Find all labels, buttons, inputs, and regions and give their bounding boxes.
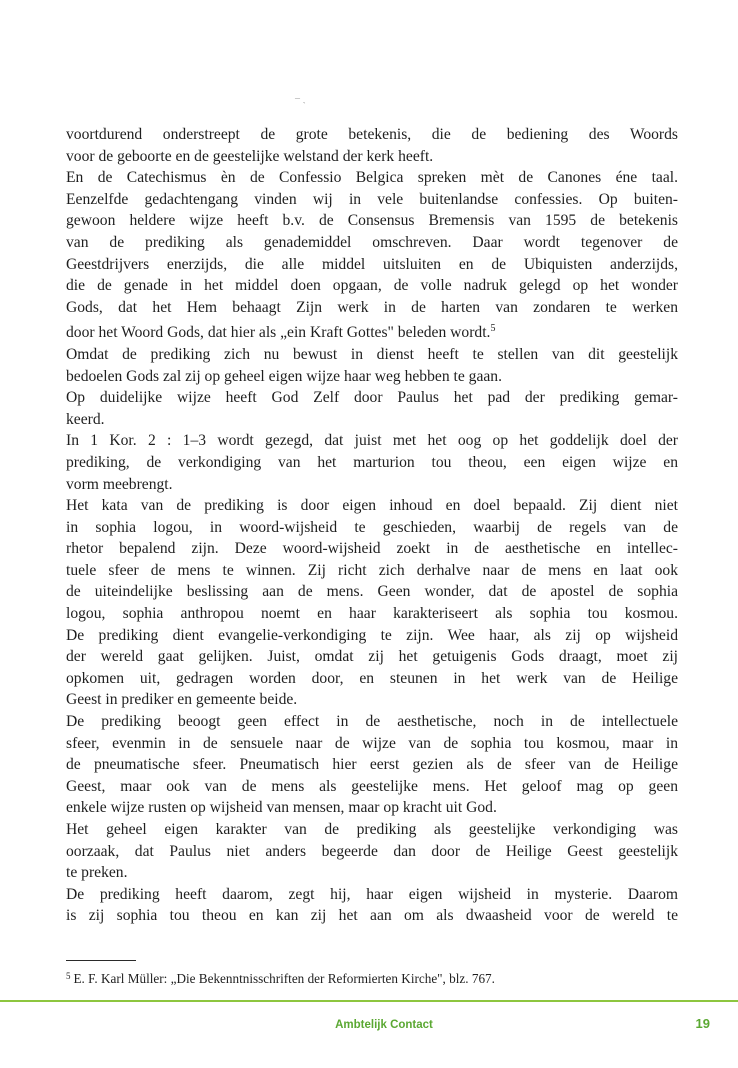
- text-line: bedoelen Gods zal zij op geheel eigen wijze haar weg hebben te gaan.: [66, 367, 503, 385]
- text-line: van de prediking als genademiddel omschreven. Daar wordt tegenover de: [66, 233, 678, 251]
- text-line: oorzaak, dat Paulus niet anders begeerde dan door de Heilige Geest geestelijk: [66, 842, 678, 860]
- text-line: de pneumatische sfeer. Pneumatisch hier eerst gezien als de sfeer van de Heilige: [66, 756, 678, 774]
- text-line: enkele wijze rusten op wijsheid van mensen, maar op kracht uit God.: [66, 799, 497, 817]
- text-line: [66, 318, 678, 344]
- text-line: voortdurend onderstreept de grote betekenis, die de bediening des Woords: [66, 126, 678, 143]
- text-line: Geest, maar ook van de mens als geestelijke mens. Het geloof mag op geen: [66, 777, 678, 795]
- footer-divider: [0, 1000, 738, 1002]
- footnote-divider: [66, 960, 136, 961]
- text-line: Omdat de prediking zich nu bewust in dienst heeft te stellen van dit geestelijk: [66, 345, 678, 363]
- text-line: te preken.: [66, 864, 128, 882]
- text-line: Het geheel eigen karakter van de prediking als geestelijke verkondiging was: [66, 821, 678, 838]
- text-line: sfeer, evenmin in de sensuele naar de wijze van de sophia tou kosmou, maar in: [66, 734, 678, 752]
- text-line: gewoon heldere wijze heeft b.v. de Consensus Bremensis van 1595 de betekenis: [66, 212, 678, 230]
- text-line: rhetor bepalend zijn. Deze woord-wijsheid zoekt in de aesthetische en intellec-: [66, 540, 678, 558]
- footer-publication-title: Ambtelijk Contact: [335, 1019, 433, 1031]
- text-line: In 1 Kor. 2 : 1–3 wordt gezegd, dat juist met het oog op het goddelijk doel der: [66, 432, 678, 450]
- footnote-reference: 5: [490, 323, 496, 335]
- text-line: En de Catechismus èn de Confessio Belgica spreken mèt de Canones éne taal.: [66, 169, 678, 187]
- text-line: Gods, dat het Hem behaagt Zijn werk in de harten van zondaren te werken: [66, 298, 678, 316]
- text-line-content: door het Woord Gods, dat hier als „ein Kraft Gottes" beleden wordt.: [66, 324, 491, 342]
- footnote-number: 5: [66, 971, 71, 981]
- text-line: in sophia logou, in woord-wijsheid te geschieden, waarbij de regels van de: [66, 518, 678, 536]
- scan-artifact: – ˎ: [295, 93, 306, 104]
- text-line: Het kata van de prediking is door eigen inhoud en doel bepaald. Zij dient niet: [66, 497, 678, 515]
- page-number: 19: [695, 1016, 710, 1031]
- text-line: tuele sfeer de mens te winnen. Zij richt zich derhalve naar de mens en laat ook: [66, 561, 678, 579]
- text-line: Geest in prediker en gemeente beide.: [66, 691, 298, 709]
- text-line: de uiteindelijke beslissing aan de mens. Geen wonder, dat de apostel de sophia: [66, 583, 678, 601]
- text-line: vorm meebrengt.: [66, 475, 173, 493]
- text-line: keerd.: [66, 410, 105, 428]
- text-line: De prediking heeft daarom, zegt hij, haar eigen wijsheid in mysterie. Daarom: [66, 885, 678, 903]
- text-line: logou, sophia anthropou noemt en haar karakteriseert als sophia tou kosmou.: [66, 605, 678, 623]
- text-line: die de genade in het middel doen opgaan, de volle nadruk gelegd op het wonder: [66, 277, 678, 295]
- body-text: [66, 124, 678, 927]
- text-line: Eenzelfde gedachtengang vinden wij in vele buitenlandse confessies. Op buiten-: [66, 190, 678, 208]
- text-line: De prediking beoogt geen effect in de aesthetische, noch in de intellectuele: [66, 713, 678, 731]
- text-line: prediking, de verkondiging van het marturion tou theou, een eigen wijze en: [66, 453, 678, 471]
- text-line: De prediking dient evangelie-verkondiging te zijn. Wee haar, als zij op wijsheid: [66, 626, 678, 644]
- footnote: [66, 967, 686, 988]
- text-line: is zij sophia tou theou en kan zij het aan om als dwaasheid voor de wereld te: [66, 907, 678, 925]
- footnote-text: E. F. Karl Müller: „Die Bekenntnisschriften der Reformierten Kirche", blz. 767.: [73, 971, 495, 986]
- text-line: Op duidelijke wijze heeft God Zelf door Paulus het pad der prediking gemar-: [66, 389, 678, 407]
- text-line: voor de geboorte en de geestelijke welstand der kerk heeft.: [66, 147, 434, 165]
- text-line: opkomen uit, gedragen worden door, en steunen in het werk van de Heilige: [66, 669, 678, 687]
- text-line: der wereld gaat gelijken. Juist, omdat zij het getuigenis Gods draagt, moet zij: [66, 648, 678, 666]
- text-line: Geestdrijvers enerzijds, die alle middel uitsluiten en de Ubiquisten anderzijds,: [66, 255, 678, 273]
